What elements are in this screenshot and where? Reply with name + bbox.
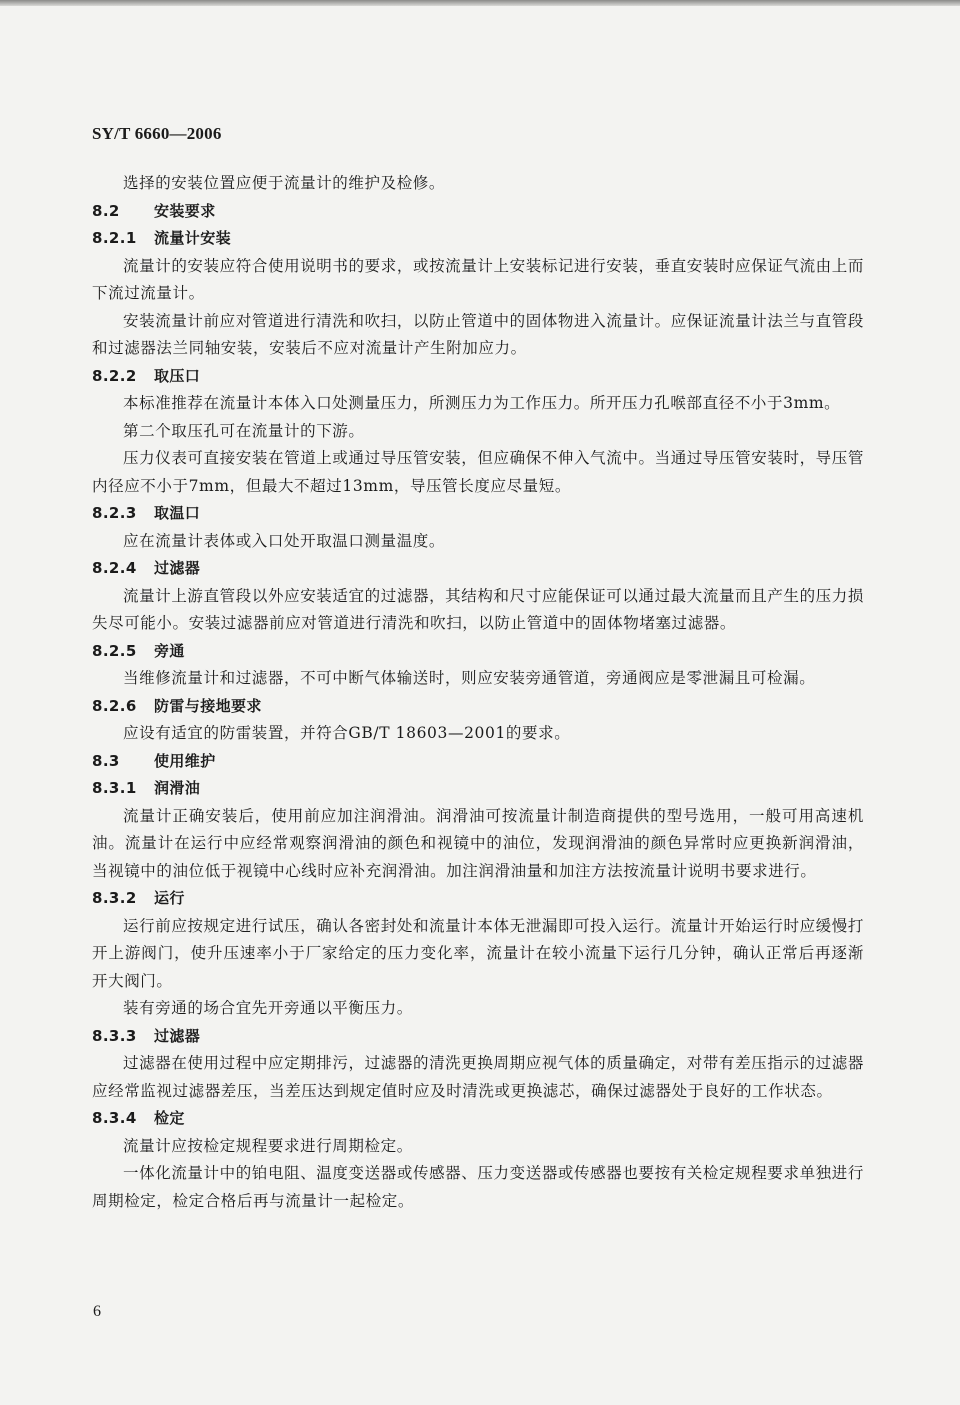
scan-top-edge [0,0,960,6]
section-heading [92,198,864,226]
section-title: 过滤器 [154,1026,201,1045]
section-number: 8.3.1 [92,779,137,797]
section-number: 8.2.6 [92,696,137,715]
section-number: 8.2.2 [92,366,137,385]
section-title: 安装要求 [154,201,216,220]
section-number: 8.2.4 [92,559,137,577]
document-code: SY/T 6660—2006 [92,124,222,143]
section-title: 取温口 [154,504,201,522]
section-number: 8.3.3 [92,1026,137,1045]
section-heading [92,225,864,253]
section-number: 8.3.2 [92,889,137,907]
section-title: 润滑油 [154,779,201,797]
body-paragraph: 流量计上游直管段以外应安装适宜的过滤器，其结构和尺寸应能保证可以通过最大流量而且产生的压力损失尽可能小。安装过滤器前应对管道进行清洗和吹扫，以防止管道中的固体物堵塞过滤器。 [92,586,864,632]
body-paragraph: 本标准推荐在流量计本体入口处测量压力，所测压力为工作压力。所开压力孔喉部直径不小于3mm。 [123,394,841,412]
body-paragraph: 第二个取压孔可在流量计的下游。 [123,421,365,440]
section-heading [92,555,864,583]
section-title: 防雷与接地要求 [154,696,262,715]
section-number: 8.3 [92,751,120,770]
section-title: 使用维护 [154,751,216,770]
section-heading [92,1105,864,1133]
body-paragraph: 流量计正确安装后，使用前应加注润滑油。润滑油可按流量计制造商提供的型号选用，一般可用高速机油。流量计在运行中应经常观察润滑油的颜色和视镜中的油位，发现润滑油的颜色异常时应更换新润滑油，当视镜中的油位低于视镜中心线时应补充润滑油。加注润滑油量和加注方法按流量计说明书要求进行。 [92,806,864,880]
section-heading [92,775,864,803]
section-heading [92,363,864,391]
section-number: 8.2.3 [92,504,137,522]
document-body [92,170,864,1215]
section-title: 检定 [154,1109,185,1127]
body-paragraph: 一体化流量计中的铂电阻、温度变送器或传感器、压力变送器或传感器也要按有关检定规程要求单独进行周期检定，检定合格后再与流量计一起检定。 [92,1164,864,1210]
section-heading [92,748,864,776]
body-paragraph: 应设有适宜的防雷装置，并符合GB/T 18603—2001的要求。 [123,724,571,742]
section-heading [92,1023,864,1051]
section-title: 运行 [154,889,185,907]
section-title: 取压口 [154,366,201,385]
body-paragraph: 当维修流量计和过滤器，不可中断气体输送时，则应安装旁通管道，旁通阀应是零泄漏且可检漏。 [123,669,816,687]
section-title: 过滤器 [154,559,201,577]
section-title: 流量计安装 [154,229,232,247]
section-heading [92,638,864,666]
body-paragraph: 运行前应按规定进行试压，确认各密封处和流量计本体无泄漏即可投入运行。流量计开始运行时应缓慢打开上游阀门，使升压速率小于厂家给定的压力变化率，流量计在较小流量下运行几分钟，确认正常后再逐渐开大阀门。 [92,916,864,990]
section-number: 8.2.5 [92,641,137,660]
body-paragraph: 过滤器在使用过程中应定期排污，过滤器的清洗更换周期应视气体的质量确定，对带有差压指示的过滤器应经常监视过滤器差压，当差压达到规定值时应及时清洗或更换滤芯，确保过滤器处于良好的工作状态。 [92,1054,864,1100]
section-number: 8.2 [92,201,120,220]
body-paragraph: 流量计应按检定规程要求进行周期检定。 [123,1136,413,1155]
section-heading [92,693,864,721]
section-number: 8.3.4 [92,1109,137,1127]
body-paragraph: 应在流量计表体或入口处开取温口测量温度。 [123,531,446,550]
section-heading [92,885,864,913]
body-paragraph: 安装流量计前应对管道进行清洗和吹扫，以防止管道中的固体物进入流量计。应保证流量计法兰与直管段和过滤器法兰同轴安装，安装后不应对流量计产生附加应力。 [92,311,864,357]
body-paragraph: 流量计的安装应符合使用说明书的要求，或按流量计上安装标记进行安装，垂直安装时应保证气流由上而下流过流量计。 [92,256,864,302]
body-paragraph: 压力仪表可直接安装在管道上或通过导压管安装，但应确保不伸入气流中。当通过导压管安装时，导压管内径应不小于7mm，但最大不超过13mm，导压管长度应尽量短。 [92,449,864,495]
section-number: 8.2.1 [92,229,137,247]
section-heading [92,500,864,528]
body-paragraph: 装有旁通的场合宜先开旁通以平衡压力。 [123,999,413,1017]
page-number: 6 [93,1303,101,1320]
body-paragraph: 选择的安装位置应便于流量计的维护及检修。 [123,174,446,192]
section-title: 旁通 [154,641,185,660]
